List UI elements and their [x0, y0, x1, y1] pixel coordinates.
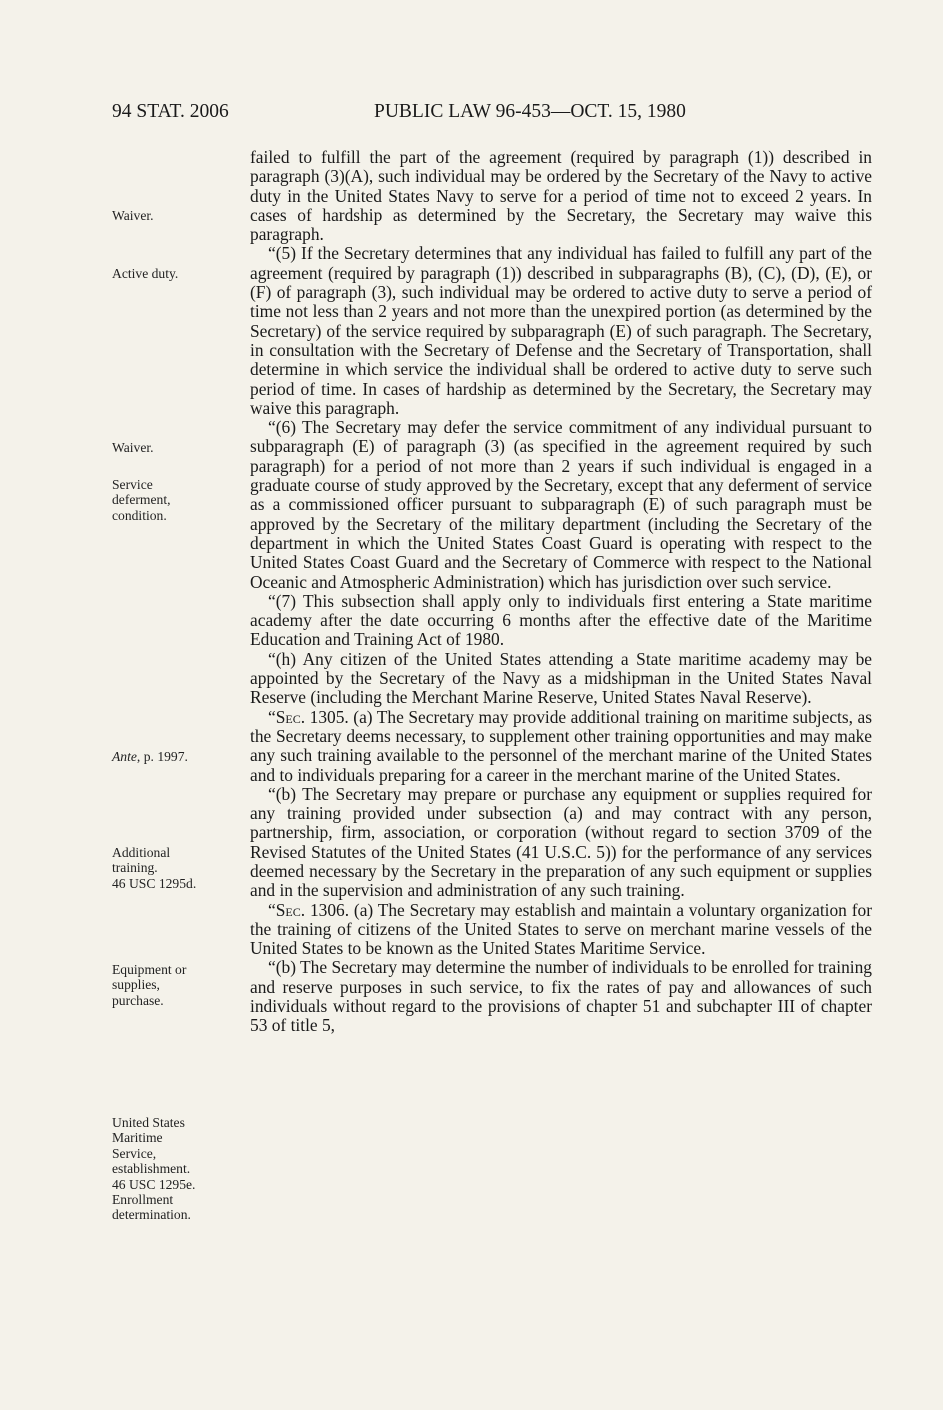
margin-note-waiver: Waiver. [112, 440, 154, 455]
paragraph: “(b) The Secretary may prepare or purchase any equipment or supplies required for any training provided under subsection (a) and may contract with any person, partnership, firm, association, or corporation (without regard to section 3709 of the Revised Statutes of the United States (41 U.S.C. 5)) for the performance of any services deemed necessary by the Secretary in the preparation of any such equipment or supplies and in the supervision and administration of any such training. [250, 783, 872, 901]
running-head: PUBLIC LAW 96-453—OCT. 15, 1980 [374, 101, 686, 122]
paragraph: “(6) The Secretary may defer the service commitment of any individual pursuant to subparagraph (E) of paragraph (3) (as specified in the agreement required by such paragraph) for a period of not more than 2 years if such individual is engaged in a graduate course of study approved by the Secretary, except that any deferment of service as a commissioned officer pursuant to subparagraph (E) of such paragraph must be approved by the Secretary of the military department (including the Secretary of the department in which the United States Coast Guard is operating with respect to the United States Coast Guard and the Secretary of Commerce with respect to the National Oceanic and Atmospheric Administration) which has jurisdiction over such service. [250, 417, 872, 592]
statute-page-number: 94 STAT. 2006 [112, 101, 229, 122]
page-header [112, 101, 872, 129]
margin-note-waiver: Waiver. [112, 208, 154, 223]
margin-note-equipment: Equipment or supplies, purchase. [112, 962, 187, 1008]
margin-note-service-deferment: Service deferment, condition. [112, 477, 171, 523]
paragraph: “(7) This subsection shall apply only to individuals first entering a State maritime academy after the date occurring 6 months after the effective date of the Maritime Education and Training Act of 1980. [250, 590, 872, 650]
paragraph: “(b) The Secretary may determine the number of individuals to be enrolled for training and reserve purposes in such service, to fix the rates of pay and allowances of such individuals without regard to the provisions of chapter 51 and subchapter III of chapter 53 of title 5, [250, 957, 872, 1036]
paragraph: failed to fulfill the part of the agreement (required by paragraph (1)) described in paragraph (3)(A), such individual may be ordered by the Secretary of the Navy to active duty in the United States Navy to serve for a period of time not to exceed 2 years. In cases of hardship as determined by the Secretary, the Secretary may waive this paragraph. [250, 147, 872, 245]
section-label: Sec [275, 706, 301, 727]
margin-note-ante: Ante, p. 1997. [112, 749, 188, 764]
margin-note-additional-training: Additional training. 46 USC 1295d. [112, 845, 197, 891]
section-paragraph: “Sec. 1305. (a) The Secretary may provide additional training on maritime subjects, as the Secretary deems necessary, to supplement other training opportunities and may make any such training available to the personnel of the merchant marine of the United States and to individuals preparing for a career in the merchant marine of the United States. [250, 706, 872, 785]
margin-note-maritime-service: United States Maritime Service, establishment. 46 USC 1295e. Enrollment determination. [112, 1115, 196, 1223]
ante-italic: Ante [112, 749, 137, 764]
section-paragraph: “Sec. 1306. (a) The Secretary may establish and maintain a voluntary organization for the training of citizens of the United States to serve on merchant marine vessels of the United States to be known as the United States Maritime Service. [250, 899, 872, 959]
section-label: Sec [275, 899, 301, 920]
margin-note-active-duty: Active duty. [112, 266, 179, 281]
paragraph: “(h) Any citizen of the United States attending a State maritime academy may be appointed by the Secretary of the Navy as a midshipman in the United States Naval Reserve (including the Merchant Marine Reserve, United States Naval Reserve). [250, 648, 872, 708]
paragraph: “(5) If the Secretary determines that any individual has failed to fulfill any part of the agreement (required by paragraph (1)) described in subparagraphs (B), (C), (D), (E), or (F) of paragraph (3), such individual may be ordered to active duty to serve a period of time not less than 2 years and not more than the unexpired portion (as determined by the Secretary) of the service required by subparagraph (E) of such paragraph. The Secretary, in consultation with the Secretary of Defense and the Secretary of Transportation, shall determine in which service the individual shall be ordered to active duty to serve such period of time. In cases of hardship as determined by the Secretary, the Secretary may waive this paragraph. [250, 243, 872, 418]
statute-body [250, 148, 872, 1036]
